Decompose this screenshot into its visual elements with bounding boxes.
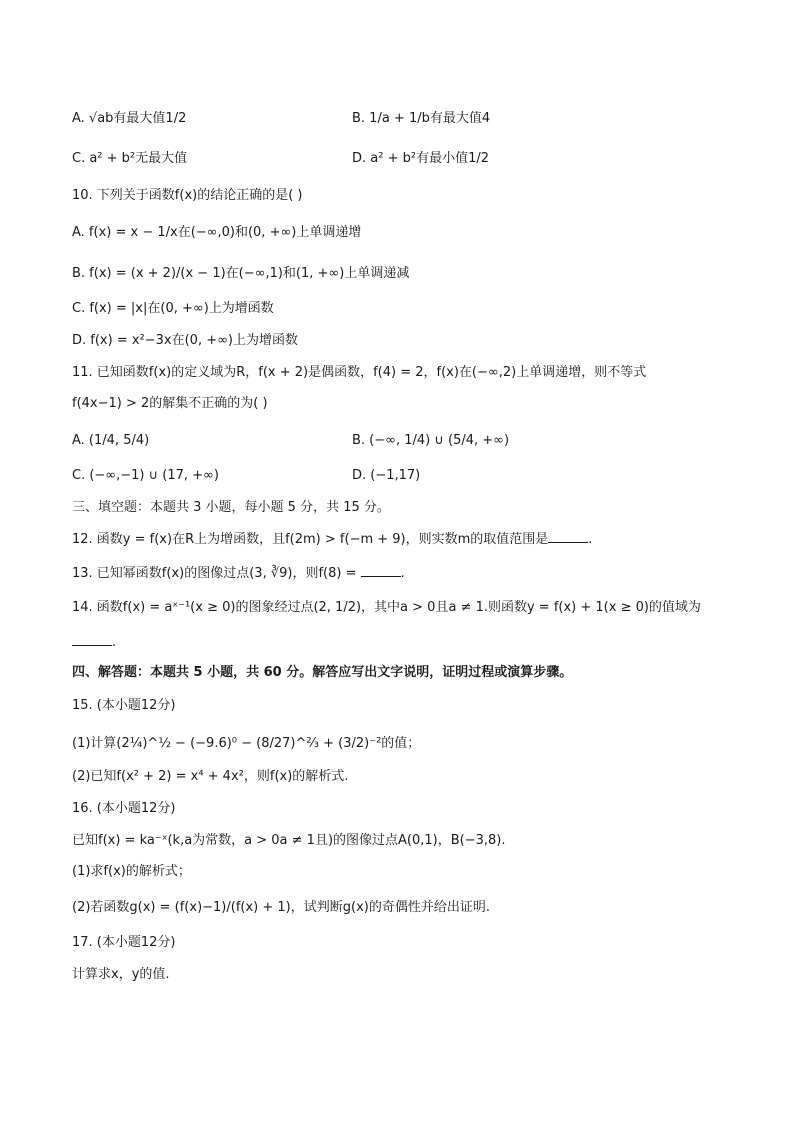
q14-answer-blank (72, 633, 112, 646)
q11-option-d: D. (−1,17) (352, 468, 421, 483)
q13-end: . (400, 566, 405, 581)
q12-end: . (588, 532, 593, 547)
q12 (72, 530, 592, 549)
q16-title: 16. (本小题12分) (72, 801, 176, 816)
section-3-heading: 三、填空题：本题共 3 小题，每小题 5 分，共 15 分。 (72, 500, 390, 515)
q14-end: . (112, 635, 117, 650)
q15-part1: (1)计算(2¼)^½ − (−9.6)⁰ − (8/27)^⅔ + (3/2)⁻²的值； (72, 736, 421, 751)
q10-option-a: A. f(x) = x − 1/x在(−∞,0)和(0, +∞)上单调递增 (72, 225, 362, 240)
q10-option-b: B. f(x) = (x + 2)/(x − 1)在(−∞,1)和(1, +∞)上单调递减 (72, 266, 410, 281)
q15-title: 15. (本小题12分) (72, 698, 176, 713)
q15-part2: (2)已知f(x² + 2) = x⁴ + 4x²，则f(x)的解析式. (72, 769, 349, 784)
q14-line2 (72, 633, 116, 652)
q13-text: 13. 已知幂函数f(x)的图像过点(3, ∛9)，则f(8) = (72, 566, 361, 581)
q12-text: 12. 函数y = f(x)在R上为增函数，且f(2m) > f(−m + 9)，则实数m的取值范围是 (72, 532, 549, 547)
section-4-heading: 四、解答题：本题共 5 小题，共 60 分。解答应写出文字说明，证明过程或演算步骤。 (72, 665, 573, 680)
q11-option-c: C. (−∞,−1) ∪ (17, +∞) (72, 468, 219, 483)
q13-answer-blank (361, 564, 401, 577)
q9-option-a: A. √ab有最大值1/2 (72, 111, 187, 126)
q10-option-c: C. f(x) = |x|在(0, +∞)上为增函数 (72, 301, 274, 316)
q12-answer-blank (548, 530, 588, 543)
q17-stem: 计算求x，y的值. (72, 967, 170, 982)
q11-stem-line2: f(4x−1) > 2的解集不正确的为( ) (72, 396, 268, 411)
q9-option-c: C. a² + b²无最大值 (72, 151, 188, 166)
q13 (72, 564, 405, 583)
q16-part2: (2)若函数g(x) = (f(x)−1)/(f(x) + 1)，试判断g(x)的奇偶性并给出证明. (72, 900, 490, 915)
q16-part1: (1)求f(x)的解析式； (72, 864, 191, 879)
q9-option-b: B. 1/a + 1/b有最大值4 (352, 111, 491, 126)
q16-stem: 已知f(x) = ka⁻ˣ(k,a为常数，a > 0a ≠ 1且)的图像过点A(0,1)，B(−3,8). (72, 833, 506, 848)
q9-option-d: D. a² + b²有最小值1/2 (352, 151, 489, 166)
q11-option-b: B. (−∞, 1/4) ∪ (5/4, +∞) (352, 433, 510, 448)
q10-option-d: D. f(x) = x²−3x在(0, +∞)上为增函数 (72, 333, 299, 348)
q17-title: 17. (本小题12分) (72, 935, 176, 950)
q11-stem-line1: 11. 已知函数f(x)的定义域为R，f(x + 2)是偶函数，f(4) = 2，f(x)在(−∞,2)上单调递增，则不等式 (72, 365, 647, 380)
q11-option-a: A. (1/4, 5/4) (72, 433, 150, 448)
q14-line1: 14. 函数f(x) = aˣ⁻¹(x ≥ 0)的图象经过点(2, 1/2)，其中a > 0且a ≠ 1.则函数y = f(x) + 1(x ≥ 0)的值域为 (72, 600, 701, 615)
q10-stem: 10. 下列关于函数f(x)的结论正确的是( ) (72, 188, 303, 203)
